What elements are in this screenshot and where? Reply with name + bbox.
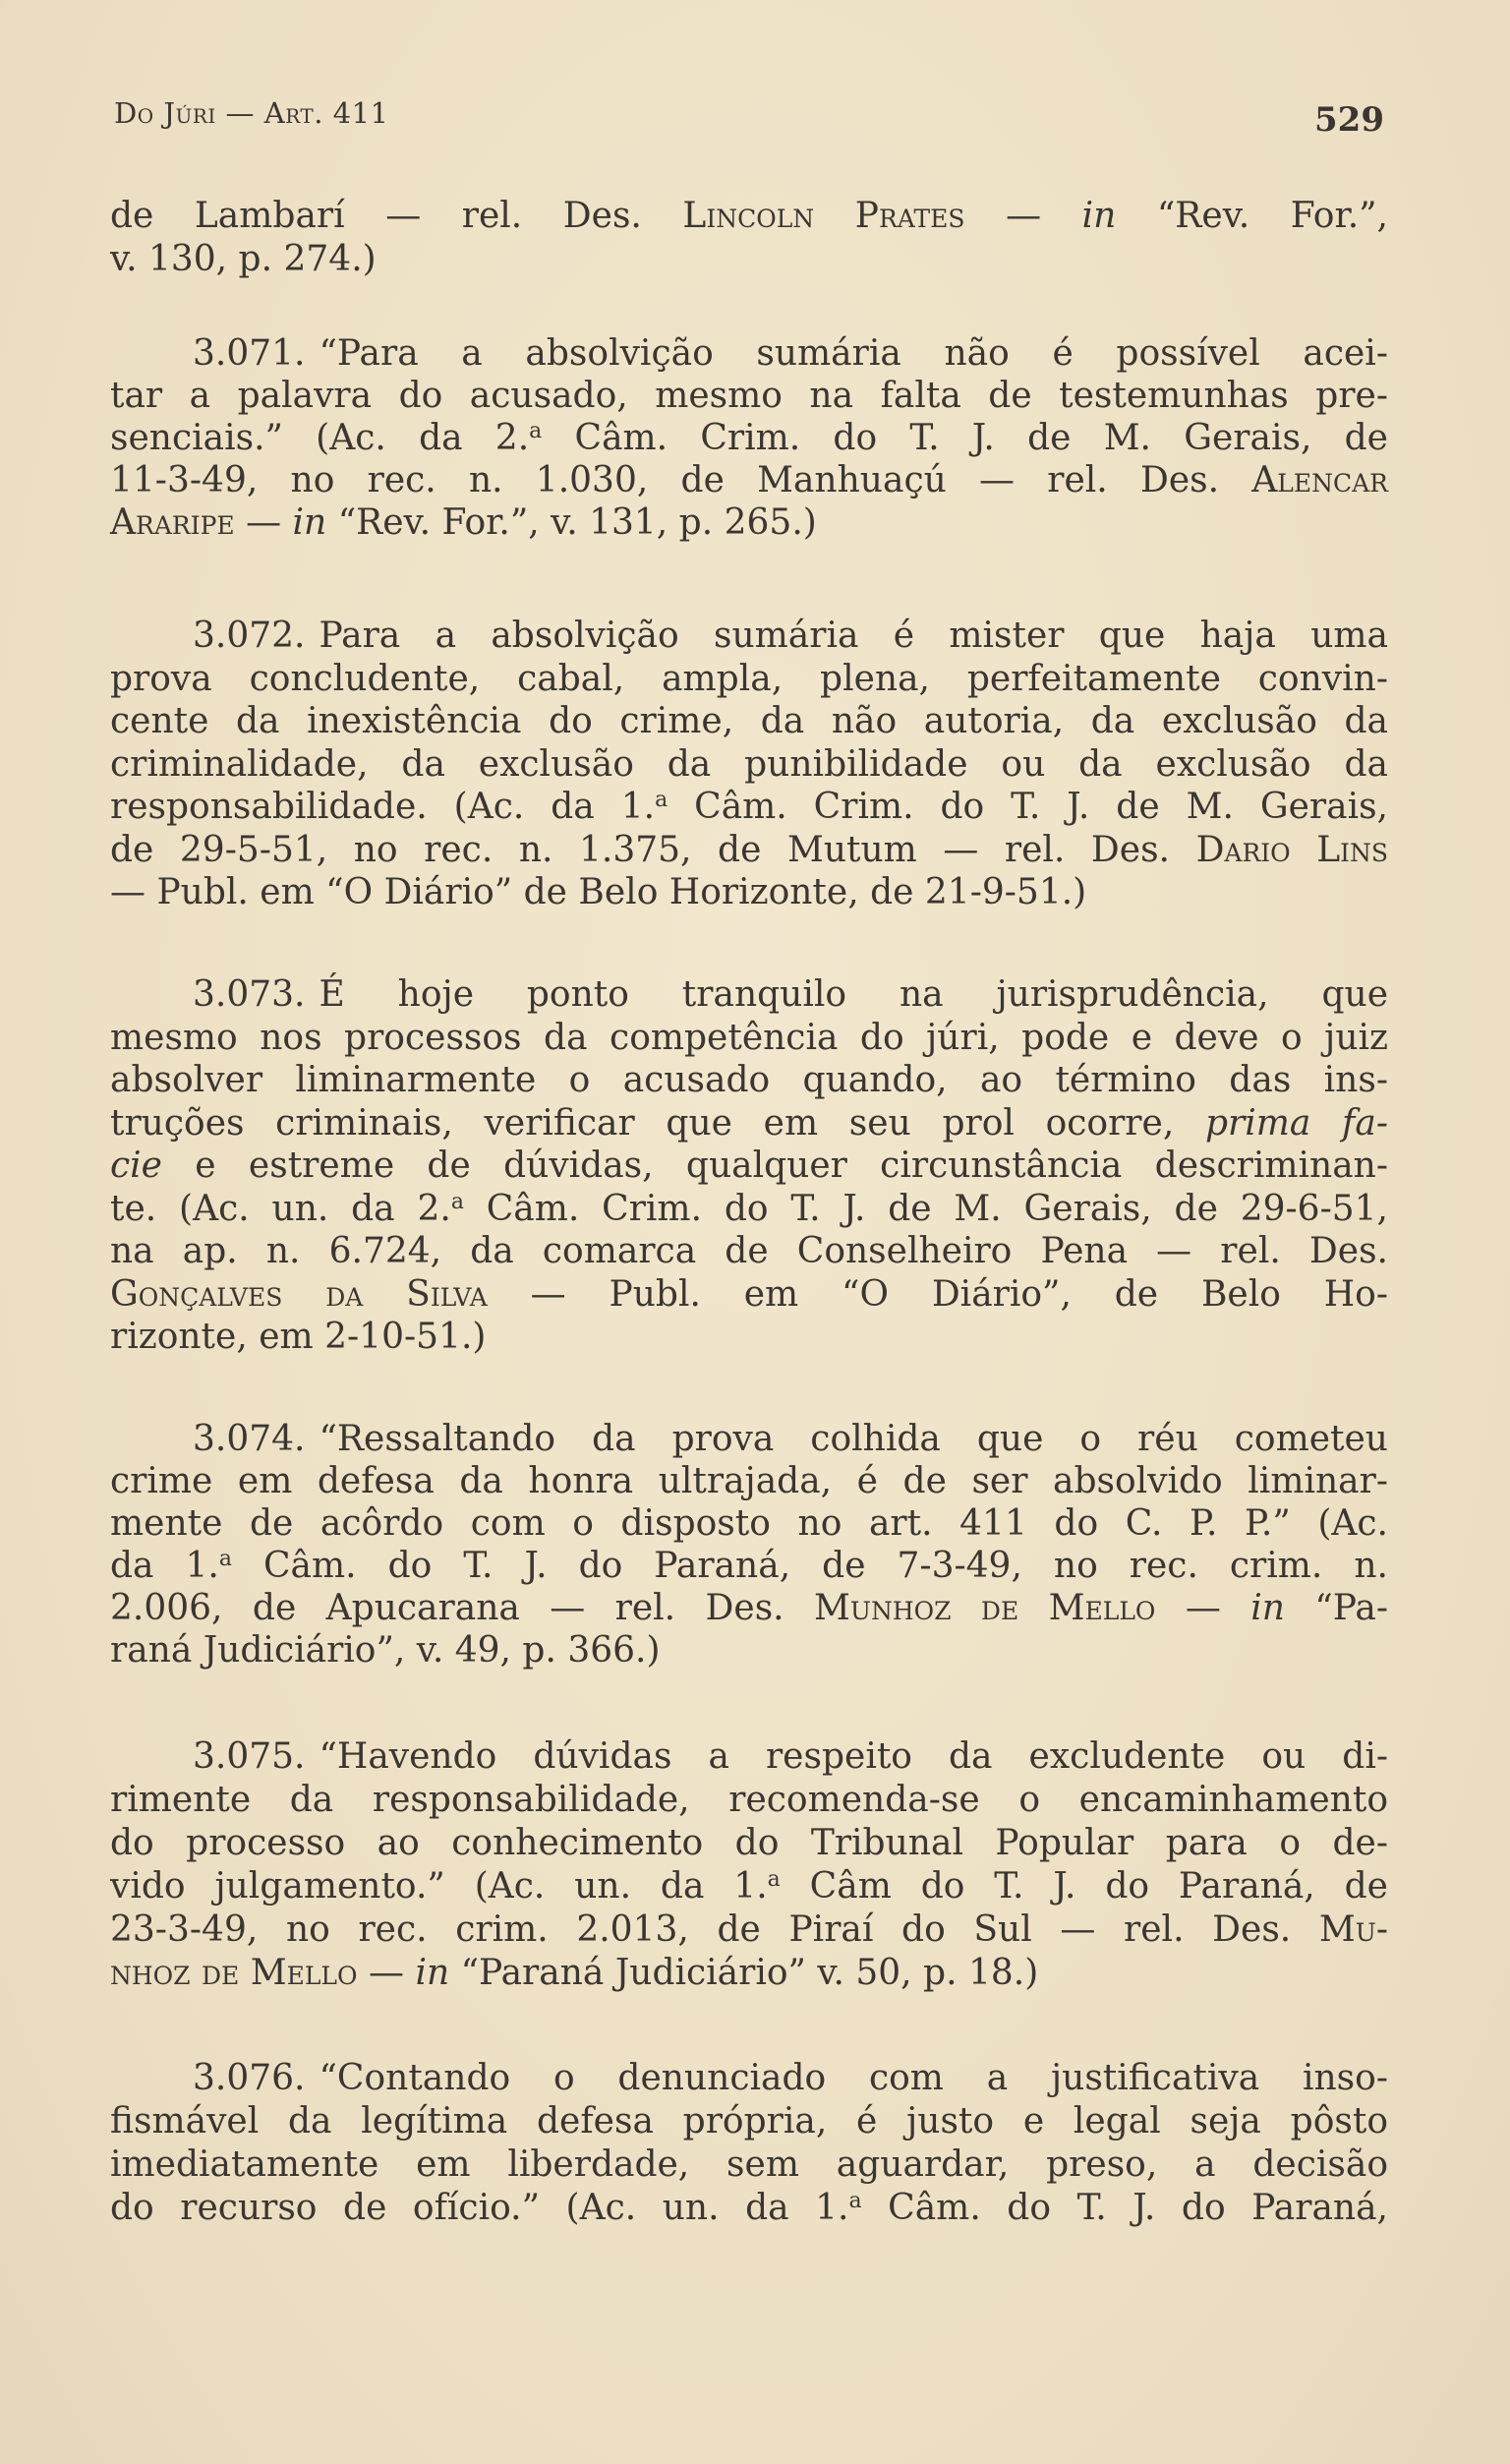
entry-first-line: 3.071. “Para a absolvição sumária não é possível acei-: [193, 333, 1388, 374]
entry-line: na ap. n. 6.724, da comarca de Conselheiro Pena — rel. Des.: [110, 1231, 1388, 1271]
italic-text: in: [292, 502, 327, 543]
entry-line: — Publ. em “O Diário” de Belo Horizonte, de 21-9-51.): [110, 872, 1087, 912]
entry-line: rimente da responsabilidade, recomenda-se o encaminhamento: [110, 1780, 1388, 1820]
italic-text: in: [1250, 1588, 1285, 1628]
entry-line: responsabilidade. (Ac. da 1.$^a$ Câm. Crim. do T. J. de M. Gerais,: [110, 787, 1389, 827]
ordinal-superscript: a: [218, 1547, 232, 1571]
entry-number: 3.073.: [193, 974, 306, 1015]
small-caps-name: Mu-: [1318, 1909, 1388, 1950]
entry-line: raná Judiciário”, v. 49, p. 366.): [110, 1630, 661, 1671]
entry-line: prova concludente, cabal, ampla, plena, perfeitamente convin-: [110, 658, 1388, 699]
italic-text: in: [1081, 196, 1117, 236]
entry-line: mente de acôrdo com o disposto no art. 411 do C. P. P.” (Ac.: [110, 1503, 1388, 1544]
entry-line: nhoz de Mello — in “Paraná Judiciário” v. 50, p. 18.): [110, 1953, 1039, 1993]
entry-line: do processo ao conhecimento do Tribunal Popular para o de-: [110, 1823, 1388, 1863]
entry-line: 2.006, de Apucarana — rel. Des. Munhoz de Mello — in “Pa-: [110, 1588, 1388, 1628]
entry-line: te. (Ac. un. da 2.$^a$ Câm. Crim. do T. J. de M. Gerais, de 29-6-51,: [110, 1188, 1388, 1229]
small-caps-name: Araripe: [110, 502, 235, 543]
entry-number: 3.072.: [193, 616, 306, 656]
entry-line: 23-3-49, no rec. crim. 2.013, de Piraí do Sul — rel. Des. Mu-: [110, 1909, 1388, 1950]
entry-line: Gonçalves da Silva — Publ. em “O Diário”, de Belo Ho-: [110, 1273, 1388, 1315]
entry-number: 3.076.: [193, 2058, 306, 2098]
entry-line: Araripe — in “Rev. For.”, v. 131, p. 265.): [110, 502, 817, 543]
small-caps-name: nhoz de Mello: [110, 1953, 358, 1993]
entry-number: 3.075.: [193, 1736, 306, 1777]
entry-line: crime em defesa da honra ultrajada, é de ser absolvido liminar-: [110, 1461, 1388, 1501]
entry-line: imediatamente em liberdade, sem aguardar, preso, a decisão: [110, 2144, 1388, 2185]
entry-line: 11-3-49, no rec. n. 1.030, de Manhuaçú — rel. Des. Alencar: [110, 460, 1388, 500]
entry-line: criminalidade, da exclusão da punibilidade ou da exclusão da: [110, 743, 1388, 785]
entry-line: cie e estreme de dúvidas, qualquer circunstância descriminan-: [110, 1145, 1388, 1186]
ordinal-superscript: a: [848, 2189, 862, 2213]
article-ref: Art. 411: [263, 96, 389, 130]
entry-line: rizonte, em 2-10-51.): [110, 1317, 487, 1357]
entry-first-line: 3.074. “Ressaltando da prova colhida que o réu cometeu: [193, 1419, 1388, 1459]
ordinal-superscript: a: [767, 1867, 781, 1892]
chapter-title: Do Júri: [114, 96, 216, 130]
entry-number: 3.071.: [193, 333, 306, 374]
continuation-line: v. 130, p. 274.): [110, 239, 377, 279]
entry-line: senciais.” (Ac. da 2.$^a$ Câm. Crim. do T. J. de M. Gerais, de: [110, 418, 1388, 458]
entry-line: absolver liminarmente o acusado quando, ao término das ins-: [110, 1060, 1388, 1100]
entry-line: vido julgamento.” (Ac. un. da 1.$^a$ Câm do T. J. do Paraná, de: [110, 1866, 1388, 1907]
entry-first-line: 3.072. Para a absolvição sumária é mister que haja uma: [193, 616, 1388, 656]
small-caps-name: Gonçalves da Silva: [110, 1273, 488, 1315]
running-head-title: [114, 96, 389, 130]
small-caps-name: Munhoz de Mello: [814, 1588, 1156, 1628]
entry-line: tar a palavra do acusado, mesmo na falta de testemunhas pre-: [110, 376, 1388, 416]
entry-line: mesmo nos processos da competência do júri, pode e deve o juiz: [110, 1017, 1388, 1058]
entry-line: fismável da legítima defesa própria, é justo e legal seja pôsto: [110, 2101, 1388, 2141]
entry-line: truções criminais, verificar que em seu prol ocorre, prima fa-: [110, 1102, 1388, 1144]
entry-number: 3.074.: [193, 1419, 306, 1459]
entry-line: do recurso de ofício.” (Ac. un. da 1.$^a$ Câm. do T. J. do Paraná,: [110, 2188, 1388, 2228]
ordinal-superscript: a: [450, 1189, 464, 1214]
italic-text: in: [415, 1953, 450, 1993]
small-caps-name: Lincoln Prates: [682, 196, 965, 236]
entry-line: da 1.$^a$ Câm. do T. J. do Paraná, de 7-3-49, no rec. crim. n.: [110, 1546, 1388, 1586]
italic-text: prima fa-: [1204, 1102, 1388, 1144]
entry-line: de 29-5-51, no rec. n. 1.375, de Mutum — rel. Des. Dario Lins: [110, 829, 1389, 870]
small-caps-name: Dario Lins: [1195, 829, 1389, 870]
continuation-line: de Lambarí — rel. Des. Lincoln Prates — in “Rev. For.”,: [110, 196, 1389, 236]
entry-line: cente da inexistência do crime, da não autoria, da exclusão da: [110, 701, 1388, 741]
ordinal-superscript: a: [529, 419, 543, 443]
italic-text: cie: [110, 1145, 162, 1186]
entry-first-line: 3.075. “Havendo dúvidas a respeito da excludente ou di-: [193, 1736, 1388, 1777]
entry-first-line: 3.073. É hoje ponto tranquilo na jurisprudência, que: [193, 974, 1388, 1015]
ordinal-superscript: a: [655, 788, 668, 812]
running-head: [110, 96, 1388, 140]
entry-first-line: 3.076. “Contando o denunciado com a justificativa inso-: [193, 2058, 1388, 2098]
separator: —: [225, 96, 256, 130]
page-number: 529: [1314, 100, 1384, 140]
small-caps-name: Alencar: [1251, 460, 1388, 500]
